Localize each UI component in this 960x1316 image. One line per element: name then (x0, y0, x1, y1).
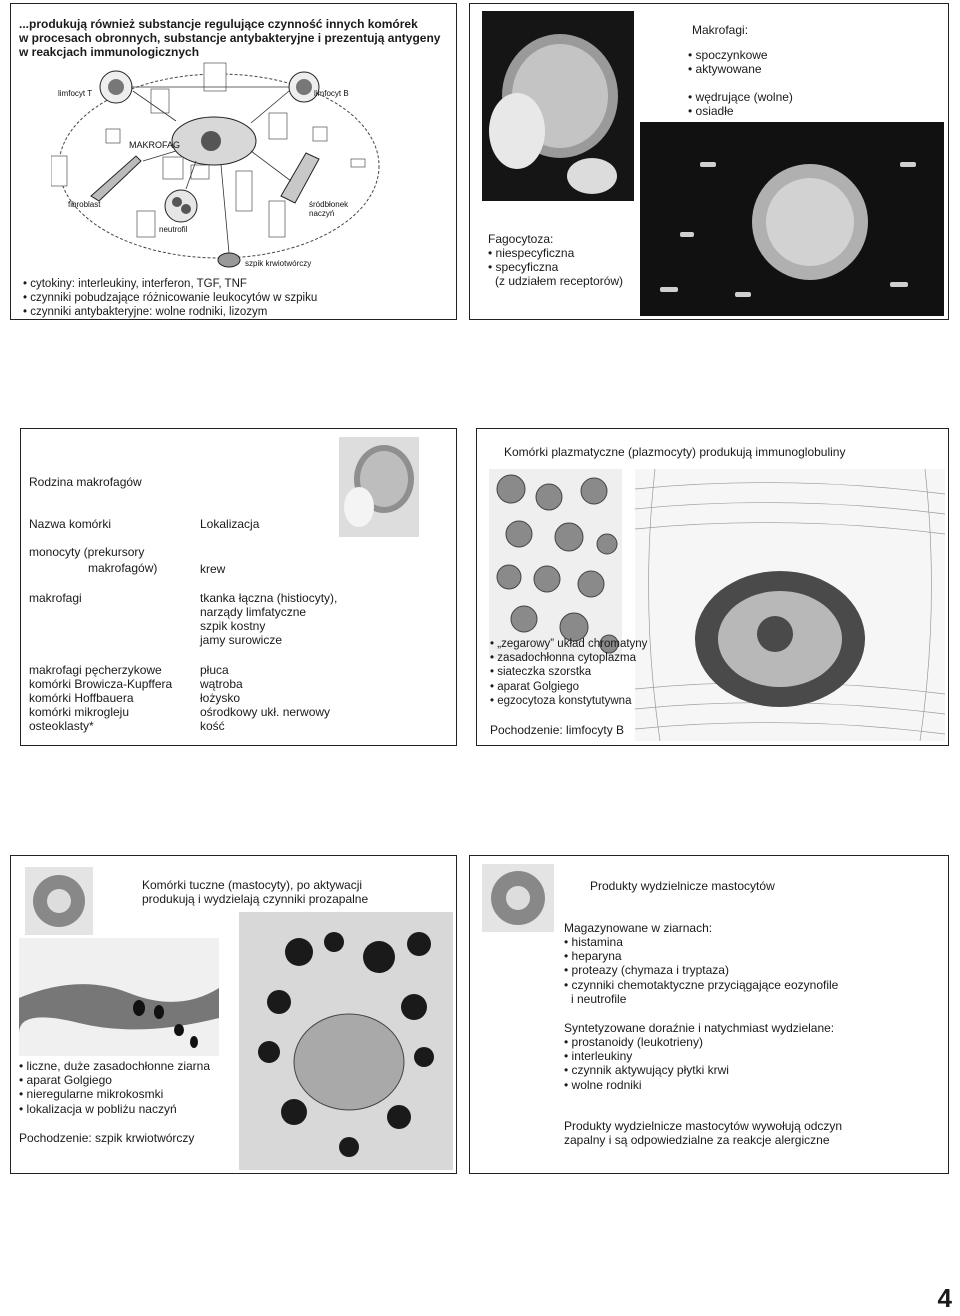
slide5-title-line-1: Komórki tuczne (mastocyty), po aktywacji (142, 878, 363, 892)
cell-location: łożysko (200, 691, 241, 705)
slide1-title-line-2: w procesach obronnych, substancje antybakteryjne i prezentują antygeny (19, 31, 441, 45)
cell-name: monocyty (prekursory (29, 545, 145, 559)
plasma-cell-em-image (635, 469, 945, 741)
label-fibroblast: fibroblast (68, 200, 101, 209)
stored-products-title: Magazynowane w ziarnach: (564, 921, 713, 935)
list-item: • specyficzna (488, 260, 574, 274)
cell-name: komórki Hoffbauera (29, 691, 134, 705)
list-item: • liczne, duże zasadochłonne ziarna (19, 1059, 210, 1073)
bullet: • czynniki pobudzające różnicowanie leukocytów w szpiku (23, 291, 317, 305)
plasma-cell-features-list (490, 637, 647, 708)
list-item: • osiadłe (688, 104, 793, 118)
mast-cell-histology-image (19, 938, 219, 1056)
cell-location: krew (200, 562, 226, 576)
label-srodblonek-1: śródbłonek (309, 200, 349, 209)
plasma-cell-histology-image (489, 469, 622, 659)
mast-cell-em-image (239, 912, 453, 1170)
macrophage-state-list (688, 48, 768, 76)
slide1-title-line-3: w reakcjach immunologicznych (19, 45, 200, 59)
mast-cell-features-list (19, 1059, 210, 1116)
macrophage-sem-image-2 (640, 122, 944, 316)
slide4-title: Komórki plazmatyczne (plazmocyty) produkują immunoglobuliny (504, 445, 846, 459)
mast-cell-origin: Pochodzenie: szpik krwiotwórczy (19, 1131, 195, 1145)
label-szpik: szpik krwiotwórczy (245, 259, 312, 268)
cell-location: kość (200, 719, 225, 733)
slide1-bullets (23, 277, 317, 320)
synthesized-products-list (564, 1035, 729, 1092)
slide5-title-line-2: produkują i wydzielają czynniki prozapalne (142, 892, 369, 906)
cell-name: komórki mikrogleju (29, 705, 130, 719)
list-item: • aparat Golgiego (490, 680, 647, 694)
cell-location: tkanka łączna (histiocyty), (200, 591, 338, 605)
synthesized-products-title: Syntetyzowane doraźnie i natychmiast wydzielane: (564, 1021, 835, 1035)
slide-mast-cell-products (469, 855, 949, 1174)
cell-location: jamy surowicze (200, 633, 283, 647)
list-item: • spoczynkowe (688, 48, 768, 62)
list-item: • wędrujące (wolne) (688, 90, 793, 104)
mast-cell-thumbnail (25, 867, 93, 935)
list-item: • lokalizacja w pobliżu naczyń (19, 1102, 210, 1116)
list-item: • egzocytoza konstytutywna (490, 694, 647, 708)
bullet: • czynniki antybakteryjne: wolne rodniki, lizozym (23, 305, 317, 319)
cell-name: makrofagi pęcherzykowe (29, 663, 162, 677)
list-item: • histamina (564, 935, 838, 949)
cell-location: narządy limfatyczne (200, 605, 307, 619)
cell-name: osteoklasty* (29, 719, 94, 733)
slide6-title: Produkty wydzielnicze mastocytów (590, 879, 775, 893)
list-item: • prostanoidy (leukotrieny) (564, 1035, 729, 1049)
label-limfocyt-b: limfocyt B (314, 89, 349, 98)
slide2-title: Makrofagi: (692, 23, 749, 37)
fagocytoza-note: (z udziałem receptorów) (495, 274, 624, 288)
list-item: • zasadochłonna cytoplazma (490, 651, 647, 665)
list-item: • czynnik aktywujący płytki krwi (564, 1063, 729, 1077)
label-neutrofil: neutrofil (159, 225, 188, 234)
fagocytoza-title: Fagocytoza: (488, 232, 554, 246)
cell-name: makrofagi (29, 591, 82, 605)
list-item: • niespecyficzna (488, 246, 574, 260)
page-number: 4 (937, 1283, 952, 1313)
cell-location: płuca (200, 663, 229, 677)
bullet: • cytokiny: interleukiny, interferon, TGF, TNF (23, 277, 317, 291)
macrophage-sem-thumbnail (339, 437, 419, 537)
macrophage-type-list (688, 90, 793, 118)
slide-cytokines (10, 3, 457, 320)
plasma-cell-origin: Pochodzenie: limfocyty B (490, 723, 625, 737)
list-item: • wolne rodniki (564, 1078, 729, 1092)
cell-name: komórki Browicza-Kupffera (29, 677, 173, 691)
slide-macrophage-family (20, 428, 457, 746)
list-item: • proteazy (chymaza i tryptaza) (564, 963, 838, 977)
slide-mast-cells (10, 855, 457, 1174)
list-item: • siateczka szorstka (490, 665, 647, 679)
macrophage-sem-image-1 (482, 11, 634, 201)
mast-cell-thumbnail (482, 864, 554, 932)
list-item: • czynniki chemotaktyczne przyciągające eozynofile (564, 978, 838, 992)
column-header-name: Nazwa komórki (29, 517, 112, 531)
label-srodblonek-2: naczyń (309, 209, 335, 218)
column-header-location: Lokalizacja (200, 517, 260, 531)
list-item: • heparyna (564, 949, 838, 963)
list-item: • aparat Golgiego (19, 1073, 210, 1087)
slide3-title: Rodzina makrofagów (29, 475, 142, 489)
list-item: • interleukiny (564, 1049, 729, 1063)
stored-products-continuation: i neutrofile (571, 992, 627, 1006)
list-item: • „zegarowy” układ chromatyny (490, 637, 647, 651)
cell-location: szpik kostny (200, 619, 266, 633)
cell-location: wątroba (200, 677, 243, 691)
list-item: • aktywowane (688, 62, 768, 76)
slide-macrophages (469, 3, 949, 320)
stored-products-list (564, 935, 838, 992)
conclusion-line-2: zapalny i są odpowiedzialne za reakcje alergiczne (564, 1133, 830, 1147)
list-item: • nieregularne mikrokosmki (19, 1087, 210, 1101)
slide1-title-line-1: ...produkują również substancje regulujące czynność innych komórek (19, 17, 418, 31)
fagocytoza-list (488, 246, 574, 274)
label-limfocyt-t: limfocyt T (58, 89, 93, 98)
cell-name: makrofagów) (88, 561, 158, 575)
cell-location: ośrodkowy ukł. nerwowy (200, 705, 331, 719)
slide-plasma-cells (476, 428, 949, 746)
conclusion-line-1: Produkty wydzielnicze mastocytów wywołują odczyn (564, 1119, 843, 1133)
label-makrofag: MAKROFAG (129, 140, 181, 150)
